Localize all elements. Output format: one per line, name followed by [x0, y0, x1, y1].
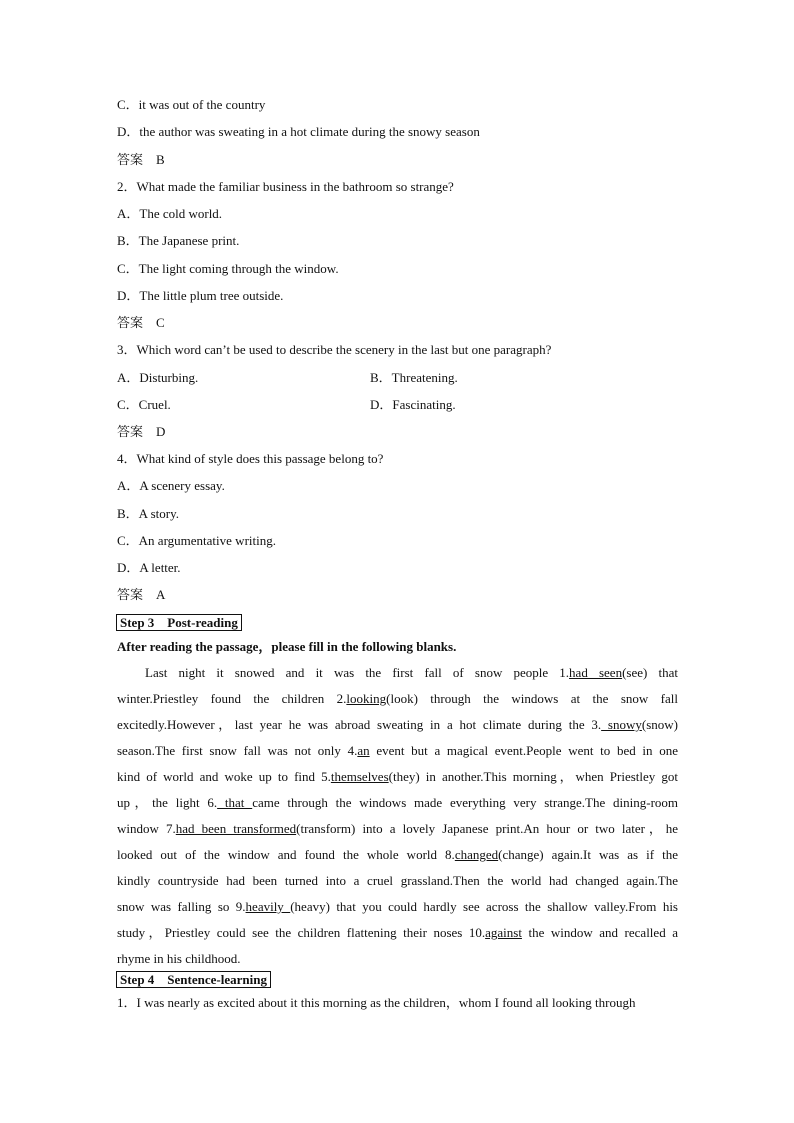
- blank-answer: against: [485, 925, 522, 940]
- passage-line: window 7.had been transformed(transform) into a lovely Japanese print.An hour or two later，he: [117, 821, 678, 836]
- blank-answer: that: [217, 795, 253, 810]
- q1-option-d: D．the author was sweating in a hot climate during the snowy season: [117, 124, 480, 139]
- q3-option-c: C．Cruel.: [117, 397, 171, 412]
- step3-instruction: After reading the passage，please fill in the following blanks.: [117, 639, 457, 654]
- q1-option-c: C．it was out of the country: [117, 97, 266, 112]
- step3-heading: Step 3 Post-reading: [116, 614, 242, 631]
- blank-answer: snowy: [601, 717, 642, 732]
- q2-option-b: B．The Japanese print.: [117, 233, 240, 248]
- q2-option-a: A．The cold world.: [117, 206, 223, 221]
- q4-option-d: D．A letter.: [117, 560, 181, 575]
- passage-line: rhyme in his childhood.: [117, 951, 241, 966]
- blank-answer: an: [357, 743, 370, 758]
- passage-line: kindly countryside had been turned into a cruel grassland.Then the world had changed again.The: [117, 873, 678, 888]
- q3-question: 3．Which word can’t be used to describe the scenery in the last but one paragraph?: [117, 342, 552, 357]
- blank-answer: looking: [346, 691, 387, 706]
- q3-option-d: D．Fascinating.: [370, 397, 456, 412]
- q2-answer: 答案 C: [117, 315, 165, 330]
- blank-answer: had seen: [569, 665, 623, 680]
- step4-heading: Step 4 Sentence-learning: [116, 971, 271, 988]
- passage-line: looked out of the window and found the whole world 8.changed(change) again.It was as if the: [117, 847, 678, 862]
- passage-line: kind of world and woke up to find 5.themselves(they) in another.This morning，when Priestley got: [117, 769, 678, 784]
- q3-option-a: A．Disturbing.: [117, 370, 199, 385]
- passage-line: up，the light 6. that came through the windows made everything very strange.The dining-room: [117, 795, 679, 810]
- q2-option-d: D．The little plum tree outside.: [117, 288, 284, 303]
- passage-line: winter.Priestley found the children 2.looking(look) through the windows at the snow fall: [117, 691, 678, 706]
- q4-option-a: A．A scenery essay.: [117, 478, 225, 493]
- q2-question: 2．What made the familiar business in the bathroom so strange?: [117, 179, 454, 194]
- q4-question: 4．What kind of style does this passage belong to?: [117, 451, 384, 466]
- passage-line: Last night it snowed and it was the first fall of snow people 1.had seen(see) that: [145, 665, 678, 680]
- q3-answer: 答案 D: [117, 424, 166, 439]
- fill-in-passage: [117, 660, 678, 972]
- q2-option-c: C．The light coming through the window.: [117, 261, 339, 276]
- blank-answer: heavily: [245, 899, 291, 914]
- blank-answer: changed: [454, 847, 499, 862]
- sentence-1: 1．I was nearly as excited about it this morning as the children，whom I found all looking through: [117, 995, 636, 1010]
- passage-line: season.The first snow fall was not only 4.an event but a magical event.People went to bed in one: [117, 743, 678, 758]
- passage-line: study，Priestley could see the children flattening their noses 10.against the window and recalled a: [117, 925, 678, 940]
- q4-option-b: B．A story.: [117, 506, 179, 521]
- blank-answer: had been transformed: [175, 821, 297, 836]
- q4-answer: 答案 A: [117, 587, 166, 602]
- q1-answer: 答案 B: [117, 152, 165, 167]
- blank-answer: themselves: [330, 769, 389, 784]
- passage-line: snow was falling so 9.heavily (heavy) that you could hardly see across the shallow valley.From his: [117, 899, 678, 914]
- q4-option-c: C．An argumentative writing.: [117, 533, 276, 548]
- q3-option-b: B．Threatening.: [370, 370, 458, 385]
- passage-line: excitedly.However，last year he was abroad sweating in a hot climate during the 3. snowy(snow): [117, 717, 678, 732]
